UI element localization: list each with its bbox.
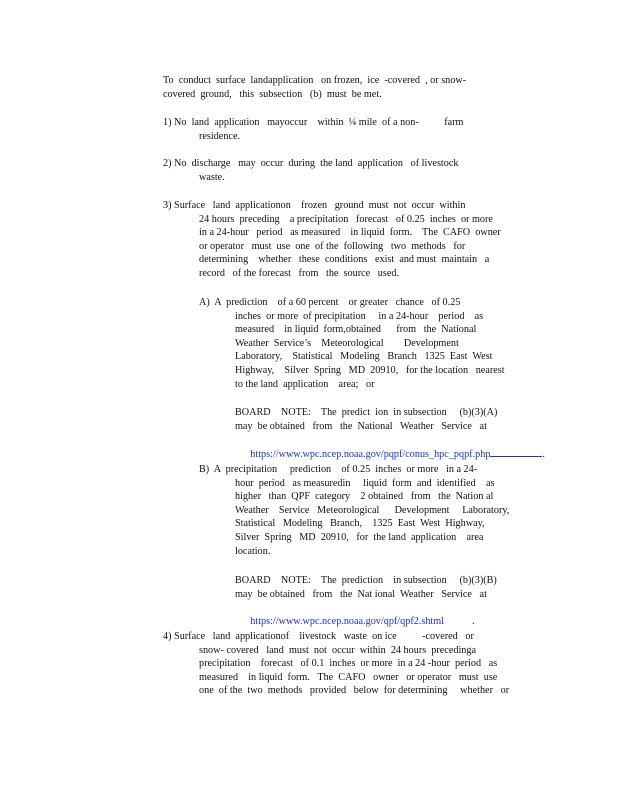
note-text: BOARD NOTE: The prediction in subsection (b)(3)(B)	[235, 575, 497, 586]
list-item-text: 4) Surface land applicationof livestock waste on ice -covered or	[163, 631, 474, 642]
sub-item-text: Highway, Silver Spring MD 20910, for the location nearest	[235, 364, 505, 376]
sub-item-text: to the land application area; or	[235, 378, 375, 390]
list-item-text: determining whether these conditions exist and must maintain a	[199, 254, 490, 266]
sub-item-text: higher than QPF category 2 obtained from the Nation al	[235, 491, 494, 503]
sub-item-text: A) A prediction of a 60 percent or greater chance of 0.25	[199, 297, 461, 308]
note-text: BOARD NOTE: The predict ion in subsection (b)(3)(A)	[235, 407, 498, 418]
list-item-text: in a 24-hour period as measured in liquid form. The CAFO owner	[199, 227, 501, 239]
sub-item-text: Weather Service Meteorological Development Laboratory,	[235, 504, 510, 516]
sub-item-text: B) A precipitation prediction of 0.25 inches or more in a 24-	[199, 464, 478, 475]
note-text: may be obtained from the National Weather Service at	[235, 420, 487, 432]
sub-item-text: hour period as measuredin liquid form and identified as	[235, 477, 495, 489]
list-item-text: one of the two methods provided below for determining whether or	[199, 685, 510, 697]
list-item-4	[163, 630, 523, 698]
forecast-link-a[interactable]: https://www.wpc.ncep.noaa.gov/pqpf/conus_hpc_pqpf.php	[250, 448, 491, 460]
sub-item-text: inches or more of precipitation in a 24-hour period as	[235, 310, 484, 322]
list-item-3	[163, 199, 523, 281]
sub-item-a	[199, 296, 529, 391]
sub-item-text: measured in liquid form,obtained from the National	[235, 324, 477, 336]
list-item-text: 1) No land application mayoccur within ¼ mile of a non- farm	[163, 117, 464, 128]
forecast-link-b[interactable]: https://www.wpc.ncep.noaa.gov/qpf/qpf2.shtml	[250, 615, 445, 627]
sub-item-text: Weather Service’s Meteorological Development	[235, 337, 459, 349]
intro-line: covered ground, this subsection (b) must be met.	[163, 88, 382, 100]
list-item-text: 24 hours preceding a precipitation forecast of 0.25 inches or more	[199, 213, 493, 225]
sub-item-text: Silver Spring MD 20910, for the land application area	[235, 531, 484, 543]
sub-item-text: location.	[235, 545, 271, 557]
sub-item-b	[199, 463, 529, 558]
list-item-text: precipitation forecast of 0.1 inches or more in a 24 -hour period as	[199, 658, 498, 670]
list-item-text: waste.	[199, 171, 225, 183]
note-text: may be obtained from the Nat ional Weather Service at	[235, 588, 487, 600]
note-tail: .	[472, 615, 475, 627]
sub-item-text: Laboratory, Statistical Modeling Branch 1325 East West	[235, 351, 493, 363]
list-item-2	[163, 157, 523, 184]
list-item-text: record of the forecast from the source used.	[199, 267, 399, 279]
list-item-text: snow- covered land must not occur within 24 hours precedinga	[199, 644, 476, 656]
intro-paragraph	[163, 74, 503, 101]
note-tail: .	[542, 448, 545, 460]
list-item-text: measured in liquid form. The CAFO owner or operator must use	[199, 671, 498, 683]
list-item-text: 2) No discharge may occur during the land application of livestock	[163, 158, 459, 169]
list-item-text: residence.	[199, 130, 241, 142]
list-item-1	[163, 116, 523, 143]
link-underline	[490, 447, 542, 457]
list-item-text: or operator must use one of the following two methods for	[199, 240, 466, 252]
list-item-text: 3) Surface land applicationon frozen ground must not occur within	[163, 200, 466, 211]
sub-item-text: Statistical Modeling Branch, 1325 East West Highway,	[235, 518, 485, 530]
intro-line: To conduct surface landapplication on frozen, ice -covered , or snow-	[163, 75, 467, 86]
